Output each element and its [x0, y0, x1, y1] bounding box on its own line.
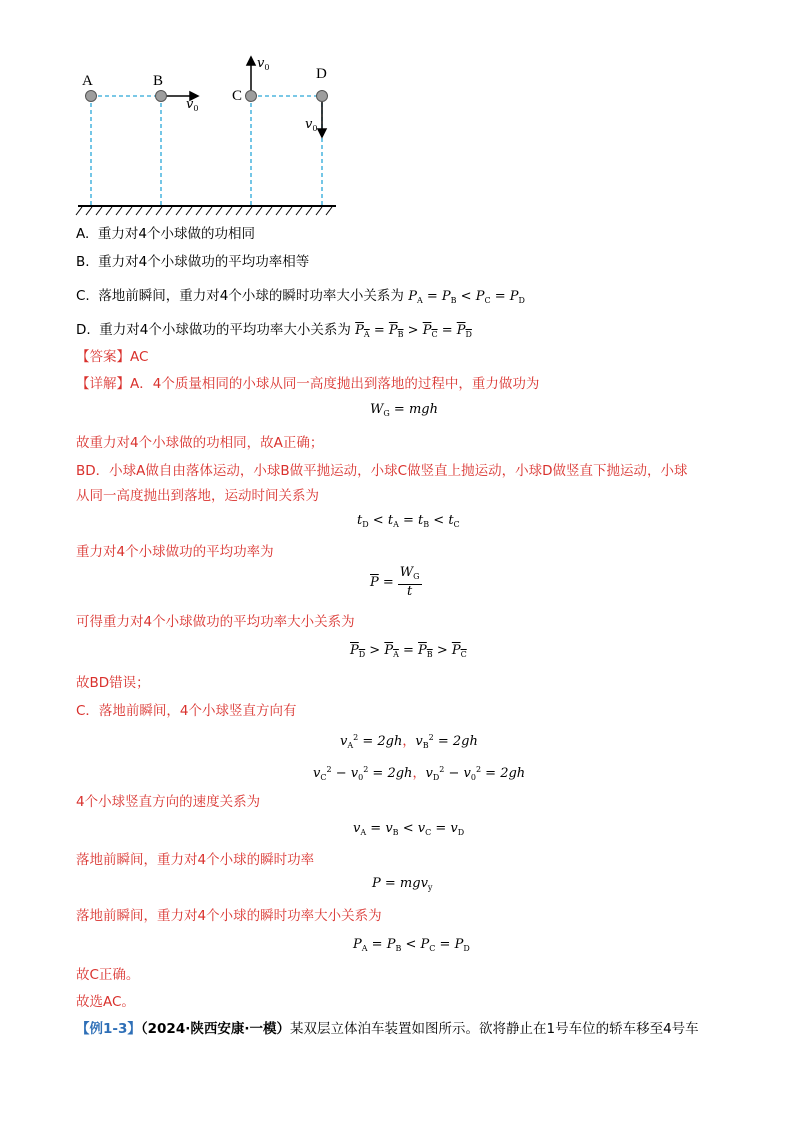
- detail-p8: 4个小球竖直方向的速度关系为: [76, 794, 261, 810]
- formula-v-ab: $v_A^2 = 2gh$，$v_B^2 = 2gh$: [340, 733, 478, 750]
- ball-b: [156, 91, 167, 102]
- detail-p11: 故C正确。: [76, 967, 140, 983]
- formula-instant-power: P = mgv$_y$: [372, 876, 433, 892]
- ground-hatch: [76, 207, 332, 215]
- formula-avg-relation: $P_D > P_A = P_B > P_C$: [350, 643, 467, 659]
- example-label: 【例1-3】: [76, 1021, 141, 1037]
- detail-p2: 故重力对4个小球做的功相同，故A正确；: [76, 435, 324, 451]
- arrow-c-head: [247, 57, 255, 65]
- detail-p4: 重力对4个小球做功的平均功率为: [76, 544, 274, 560]
- label-b: B: [153, 73, 164, 89]
- formula-work: $W_G$ = mgh: [370, 402, 438, 418]
- detail-p10: 落地前瞬间，重力对4个小球的瞬时功率大小关系为: [76, 908, 382, 924]
- option-d: D. 重力对4个小球做功的平均功率大小关系为 $P_A = P_B > P_C = P_D$: [76, 322, 472, 339]
- label-v0-b: $v_0$: [186, 97, 199, 113]
- label-d: D: [316, 66, 327, 82]
- detail-p6: 故BD错误；: [76, 675, 150, 691]
- ball-a: [86, 91, 97, 102]
- formula-instant-relation: $P_A = P_B < P_C = P_D$: [353, 937, 470, 953]
- option-a: A. 重力对4个小球做的功相同: [76, 226, 255, 242]
- ball-c: [246, 91, 257, 102]
- arrow-d-head: [318, 129, 326, 137]
- detail-p5: 可得重力对4个小球做功的平均功率大小关系为: [76, 614, 355, 630]
- label-a: A: [82, 73, 93, 89]
- formula-time: $t_D < t_A = t_B < t_C$: [357, 513, 460, 529]
- example-line: [76, 1019, 699, 1039]
- detail-p3b: 从同一高度抛出到落地，运动时间关系为: [76, 488, 319, 504]
- answer-line: 【答案】AC: [76, 349, 149, 365]
- detail-p9: 落地前瞬间，重力对4个小球的瞬时功率: [76, 852, 315, 868]
- example-text: 某双层立体泊车装置如图所示。欲将静止在1号车位的轿车移至4号车: [289, 1021, 699, 1037]
- formula-v-relation: $v_A = v_B < v_C = v_D$: [353, 821, 465, 837]
- option-c-formula: $P_A = P_B < P_C = P_D$: [408, 289, 525, 305]
- formula-v-cd: $v_C^2 - v_0^2 = 2gh$，$v_D^2 - v_0^2 = 2gh$: [313, 765, 526, 782]
- ball-d: [317, 91, 328, 102]
- option-b: B. 重力对4个小球做功的平均功率相等: [76, 254, 310, 270]
- example-source: （2024·陕西安康·一模）: [140, 1021, 290, 1037]
- label-v0-c: $v_0$: [257, 56, 270, 72]
- option-d-formula: $P_A = P_B > P_C = P_D$: [355, 323, 472, 339]
- option-c: C. 落地前瞬间，重力对4个小球的瞬时功率大小关系为 $P_A = P_B < P_C = P_D$: [76, 288, 525, 305]
- formula-avg-power: $\overline{P}$ = $\frac{W_G}{t}$: [370, 565, 420, 599]
- detail-p12: 故选AC。: [76, 994, 135, 1010]
- label-v0-d: $v_0$: [305, 117, 318, 133]
- detail-p7: C．落地前瞬间，4个小球竖直方向有: [76, 703, 297, 719]
- detail-p3a: BD．小球A做自由落体运动，小球B做平抛运动，小球C做竖直上抛运动，小球D做竖直下抛运动，小球: [76, 463, 688, 479]
- label-c: C: [232, 88, 243, 104]
- dashed-guides: [91, 96, 322, 205]
- detail-p1: 【详解】A．4个质量相同的小球从同一高度抛出到落地的过程中，重力做功为: [76, 376, 540, 392]
- projectile-diagram: [70, 52, 350, 220]
